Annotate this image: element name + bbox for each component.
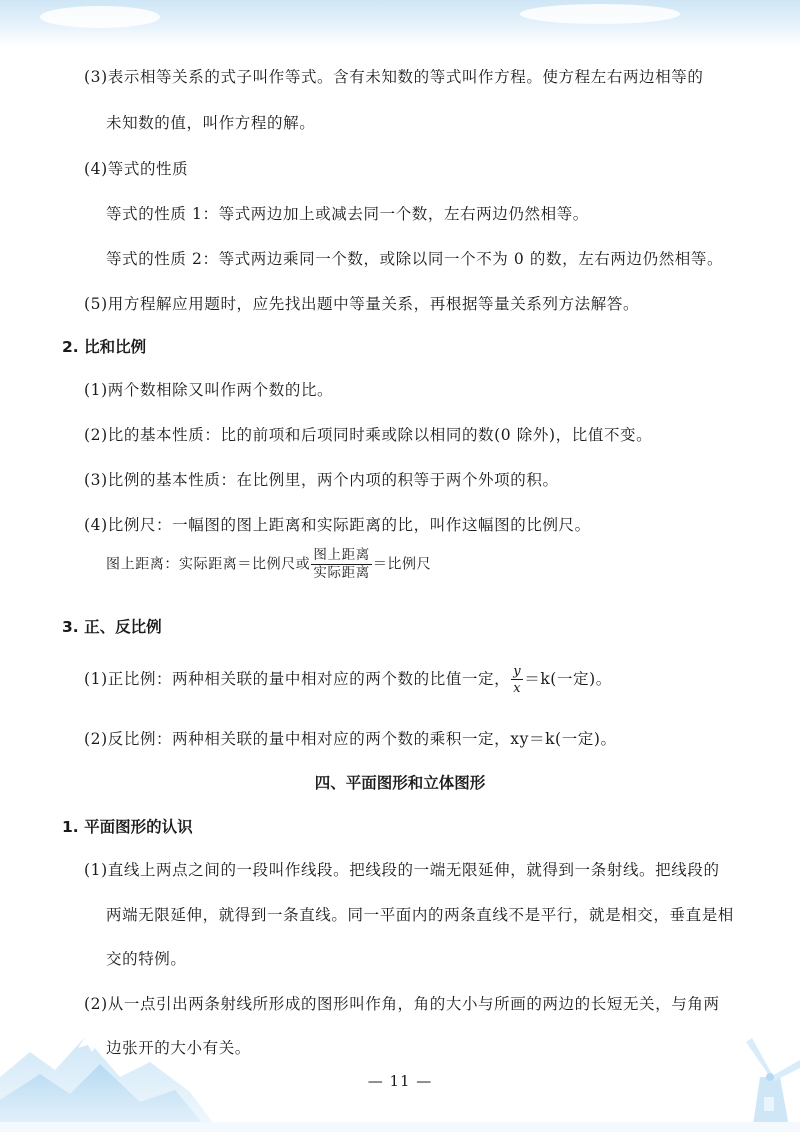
page-number: — 11 — [367, 1072, 433, 1090]
direct-proportion-text: (1)正比例：两种相关联的量中相对应的两个数的比值一定， [84, 670, 511, 688]
ratio-heading: 2. 比和比例 [62, 338, 147, 356]
scale-fraction [311, 549, 371, 580]
equation-property-1: 等式的性质 1：等式两边加上或减去同一个数，左右两边仍然相等。 [106, 205, 589, 223]
proportion-heading: 3. 正、反比例 [62, 618, 162, 636]
ratio-item-2: (2)比的基本性质：比的前项和后项同时乘或除以相同的数(0 除外)，比值不变。 [84, 426, 653, 444]
inverse-proportion-line [84, 728, 617, 750]
equation-word-problem-tip: (5)用方程解应用题时，应先找出题中等量关系，再根据等量关系列方法解答。 [84, 295, 640, 313]
angle-item-line2: 边张开的大小有关。 [106, 1039, 251, 1057]
angle-item-line1: (2)从一点引出两条射线所形成的图形叫作角，角的大小与所画的两边的长短无关，与角两 [84, 995, 720, 1013]
equation-properties-title: (4)等式的性质 [84, 160, 189, 178]
inverse-proportion-text: (2)反比例：两种相关联的量中相对应的两个数的乘积一定， [84, 730, 511, 748]
direct-proportion-line [84, 660, 612, 698]
scale-formula [106, 549, 431, 580]
ratio-item-4: (4)比例尺：一幅图的图上距离和实际距离的比，叫作这幅图的比例尺。 [84, 516, 591, 534]
lines-item-line3: 交的特例。 [106, 950, 187, 968]
equation-property-2: 等式的性质 2：等式两边乘同一个数，或除以同一个不为 0 的数，左右两边仍然相等。 [106, 250, 724, 268]
scale-formula-left: 图上距离：实际距离＝比例尺或 [106, 556, 311, 573]
equation-definition-line1: (3)表示相等关系的式子叫作等式。含有未知数的等式叫作方程。使方程左右两边相等的 [84, 68, 704, 86]
fraction-x: x [513, 681, 522, 696]
part-four-title: 四、平面图形和立体图形 [314, 774, 486, 792]
cloud-decoration [520, 4, 680, 24]
fraction-y: y [513, 664, 522, 679]
lines-item-line2: 两端无限延伸，就得到一条直线。同一平面内的两条直线不是平行，就是相交，垂直是相 [106, 906, 734, 924]
direct-proportion-equation: ＝k(一定)。 [524, 670, 612, 688]
inverse-proportion-equation: xy＝k(一定)。 [510, 730, 617, 748]
scale-fraction-denominator: 实际距离 [313, 564, 370, 581]
ratio-item-1: (1)两个数相除又叫作两个数的比。 [84, 381, 334, 399]
equation-definition-line2: 未知数的值，叫作方程的解。 [106, 114, 316, 132]
scale-fraction-numerator: 图上距离 [313, 547, 370, 563]
direct-proportion-fraction [511, 665, 523, 695]
top-decorative-band [0, 0, 800, 46]
ratio-item-3: (3)比例的基本性质：在比例里，两个内项的积等于两个外项的积。 [84, 471, 559, 489]
cloud-decoration [40, 6, 160, 28]
bottom-landscape-decoration [0, 982, 800, 1132]
plane-figures-heading: 1. 平面图形的认识 [62, 818, 193, 836]
lines-item-line1: (1)直线上两点之间的一段叫作线段。把线段的一端无限延伸，就得到一条射线。把线段的 [84, 861, 720, 879]
scale-formula-right: ＝比例尺 [372, 556, 432, 573]
